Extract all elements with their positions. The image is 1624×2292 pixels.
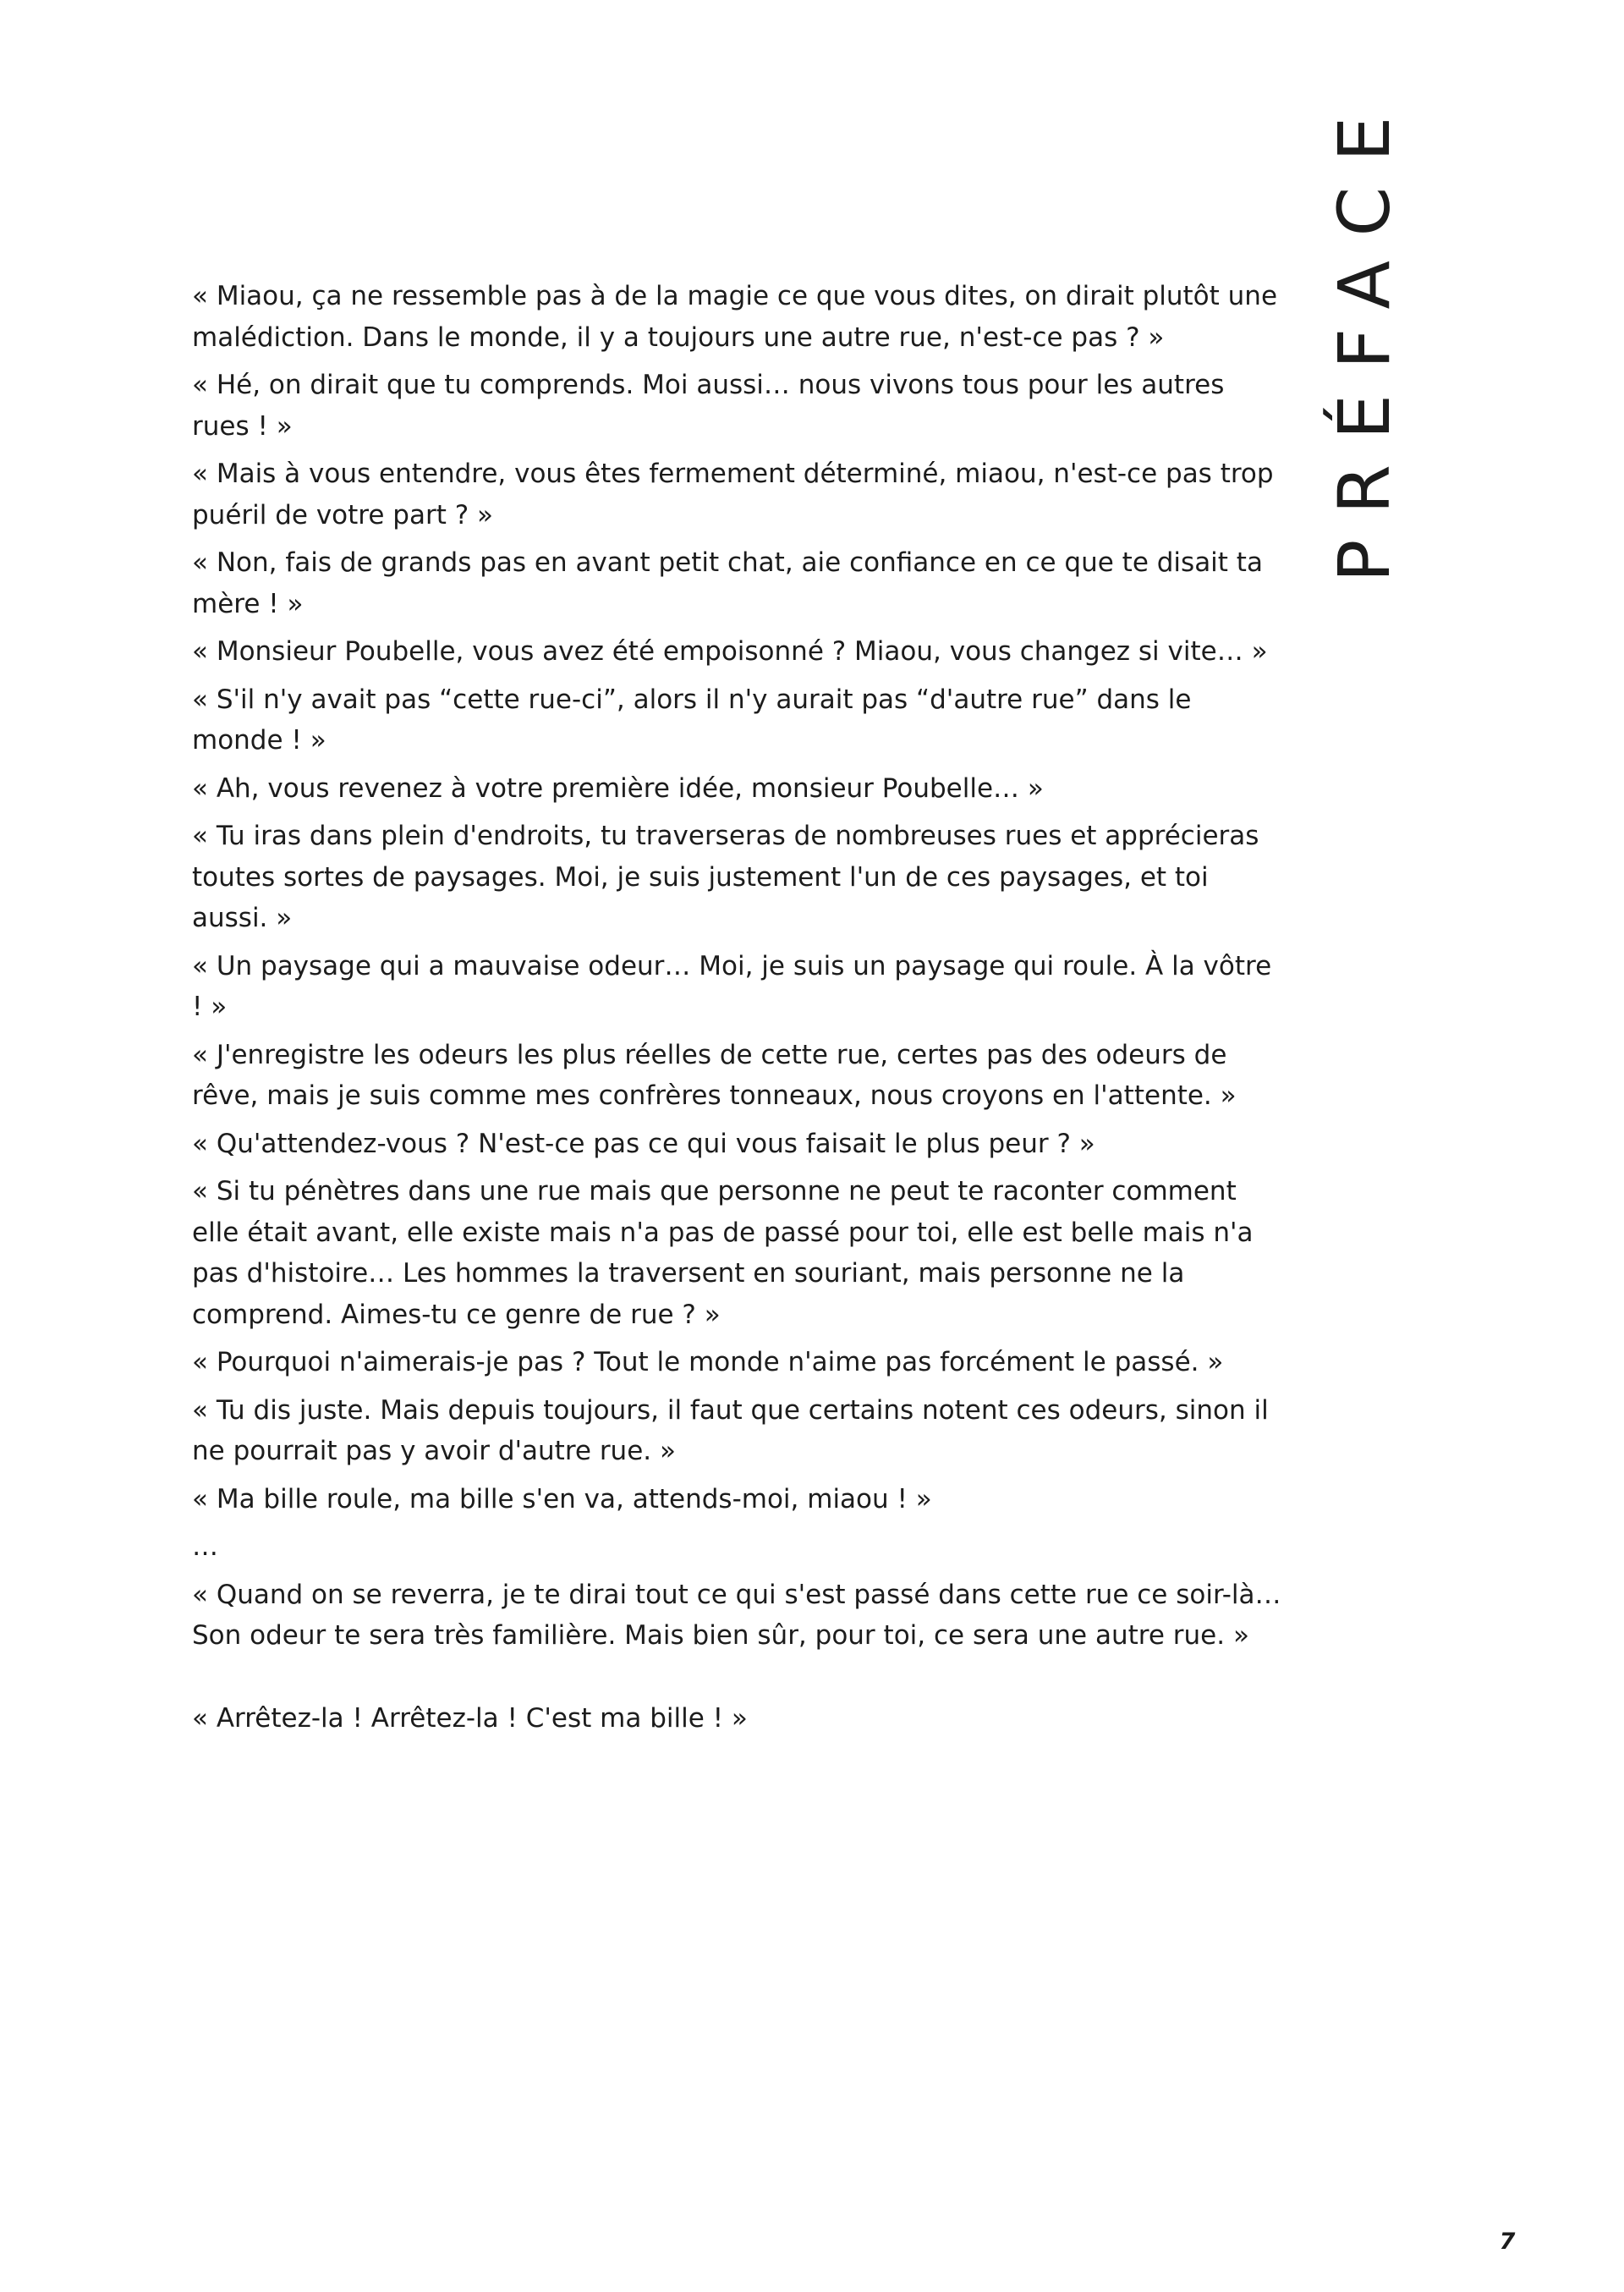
ellipsis-separator: …: [192, 1531, 218, 1562]
dialogue-paragraph: « S'il n'y avait pas “cette rue-ci”, alors il n'y aurait pas “d'autre rue” dans le monde ! »: [192, 684, 1192, 756]
dialogue-paragraph: « Si tu pénètres dans une rue mais que personne ne peut te raconter comment elle était avant, elle existe mais n'a pas de passé pour toi, elle est belle mais n'a pas d'histoire… Les hommes la traversent en souriant, mais personne ne la comprend. Aimes-tu ce genre de rue ? »: [192, 1176, 1254, 1330]
dialogue-paragraph: « Ah, vous revenez à votre première idée, monsieur Poubelle… »: [192, 772, 1044, 804]
dialogue-paragraph: « Un paysage qui a mauvaise odeur… Moi, je suis un paysage qui roule. À la vôtre ! »: [192, 950, 1272, 1022]
dialogue-paragraph: « Mais à vous entendre, vous êtes fermement déterminé, miaou, n'est-ce pas trop puéril de votre part ? »: [192, 459, 1274, 530]
section-title: PRÉFACE: [1323, 91, 1407, 583]
dialogue-paragraph: « Ma bille roule, ma bille s'en va, attends-moi, miaou ! »: [192, 1483, 932, 1514]
dialogue-paragraph: « J'enregistre les odeurs les plus réelles de cette rue, certes pas des odeurs de rêve, mais je suis comme mes confrères tonneaux, nous croyons en l'attente. »: [192, 1039, 1237, 1111]
closing-paragraph: « Arrêtez-la ! Arrêtez-la ! C'est ma bille ! »: [192, 1702, 748, 1734]
dialogue-paragraph: « Pourquoi n'aimerais-je pas ? Tout le monde n'aime pas forcément le passé. »: [192, 1347, 1224, 1377]
dialogue-paragraph: « Monsieur Poubelle, vous avez été empoisonné ? Miaou, vous changez si vite… »: [192, 636, 1268, 667]
dialogue-paragraph: « Tu dis juste. Mais depuis toujours, il faut que certains notent ces odeurs, sinon il ne pourrait pas y avoir d'autre rue. »: [192, 1394, 1269, 1466]
dialogue-paragraph: « Qu'attendez-vous ? N'est-ce pas ce qui vous faisait le plus peur ? »: [192, 1128, 1095, 1159]
section-title-vertical: [1323, 91, 1407, 583]
dialogue-paragraph: « Miaou, ça ne ressemble pas à de la magie ce que vous dites, on dirait plutôt une malédiction. Dans le monde, il y a toujours une autre rue, n'est-ce pas ? »: [192, 281, 1278, 353]
dialogue-paragraph: « Hé, on dirait que tu comprends. Moi aussi… nous vivons tous pour les autres rues ! »: [192, 370, 1225, 442]
dialogue-paragraph: « Non, fais de grands pas en avant petit chat, aie confiance en ce que te disait ta mère ! »: [192, 547, 1263, 619]
body-text: [192, 276, 1283, 1745]
dialogue-paragraph: « Tu iras dans plein d'endroits, tu traverseras de nombreuses rues et apprécieras toutes sortes de paysages. Moi, je suis justement l'un de ces paysages, et toi aussi. »: [192, 821, 1259, 933]
dialogue-paragraph: « Quand on se reverra, je te dirai tout ce qui s'est passé dans cette rue ce soir-là… Son odeur te sera très familière. Mais bien sûr, pour toi, ce sera une autre rue. »: [192, 1579, 1281, 1651]
page-number: 7: [1499, 2229, 1516, 2255]
